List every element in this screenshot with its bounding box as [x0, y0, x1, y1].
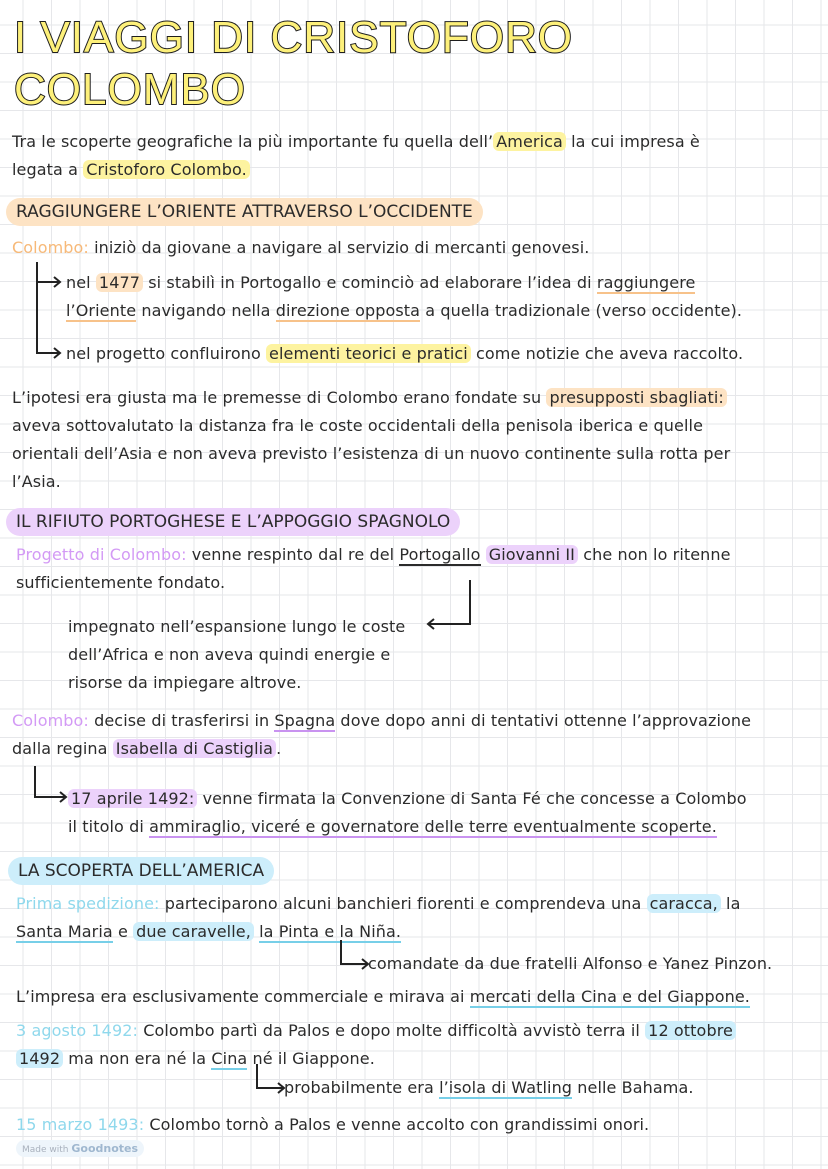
highlight-caravelle: due caravelle,: [133, 922, 254, 941]
s2-paragraph-1-line-1: Progetto di Colombo: venne respinto dal re del Portogallo Giovanni II che non lo ritenne: [16, 545, 731, 564]
highlight-giovanni: Giovanni II: [486, 545, 578, 564]
s3-paragraph-4: 15 marzo 1493: Colombo tornò a Palos e venne accolto con grandissimi onori.: [16, 1115, 650, 1134]
intro-line-2: legata a Cristoforo Colombo.: [12, 159, 250, 181]
s2-branch-line-1: 17 aprile 1492: venne firmata la Convenzione di Santa Fé che concesse a Colombo: [68, 788, 747, 810]
title-line-1: I VIAGGI DI CRISTOFORO: [14, 13, 574, 62]
s1-branch-1-line-1: nel 1477 si stabilì in Portogallo e cominciò ad elaborare l’idea di raggiungere: [66, 273, 696, 292]
label-prima-spedizione: Prima spedizione:: [16, 894, 160, 913]
highlight-1477: 1477: [96, 273, 143, 292]
s2-paragraph-2-line-2: dalla regina Isabella di Castiglia .: [12, 739, 282, 758]
s1-branch-1-line-2: l’Oriente navigando nella direzione opposta a quella tradizionale (verso occidente).: [66, 301, 743, 320]
highlight-america: America: [493, 132, 566, 151]
s2-note-line-1: impegnato nell’espansione lungo le coste: [68, 617, 406, 636]
s1-paragraph-2-line-4: l’Asia.: [12, 472, 61, 491]
highlight-colombo: Cristoforo Colombo.: [83, 160, 250, 179]
s1-paragraph-2-line-3: orientali dell’Asia e non aveva previsto l’esistenza di un nuovo continente sulla rotta per: [12, 444, 731, 463]
highlight-isabella: Isabella di Castiglia: [113, 739, 276, 758]
section-heading-3: LA SCOPERTA DELL’AMERICA: [8, 857, 274, 885]
highlight-presupposti: presupposti sbagliati:: [546, 388, 726, 407]
s3-branch-2: probabilmente era l’isola di Watling nelle Bahama.: [284, 1078, 694, 1097]
s2-branch-line-2: il titolo di ammiraglio, viceré e governatore delle terre eventualmente scoperte.: [68, 817, 717, 836]
arrow-icon: [36, 276, 66, 366]
highlight-caracca: caracca,: [647, 894, 721, 913]
highlight-elementi: elementi teorici e pratici: [266, 344, 471, 363]
s2-note-line-2: dell’Africa e non aveva quindi energie e: [68, 645, 391, 664]
s3-paragraph-1-line-2: Santa Maria e due caravelle, la Pinta e la Niña.: [16, 922, 402, 941]
highlight-1492: 1492: [16, 1049, 63, 1068]
s3-paragraph-3-line-2: 1492 ma non era né la Cina né il Giappone.: [16, 1048, 375, 1070]
label-colombo: Colombo:: [12, 238, 89, 257]
s2-paragraph-2-line-1: Colombo: decise di trasferirsi in Spagna dove dopo anni di tentativi ottenne l’approvazione: [12, 711, 752, 730]
section-heading-1: RAGGIUNGERE L’ORIENTE ATTRAVERSO L’OCCIDENTE: [6, 198, 483, 226]
s1-paragraph-1: Colombo: iniziò da giovane a navigare al servizio di mercanti genovesi.: [12, 238, 590, 257]
label-15-marzo: 15 marzo 1493:: [16, 1115, 145, 1134]
arrow-icon-2: [32, 766, 72, 810]
s2-paragraph-1-line-2: sufficientemente fondato.: [16, 573, 226, 592]
s2-note-line-3: risorse da impiegare altrove.: [68, 673, 302, 692]
section-heading-2: IL RIFIUTO PORTOGHESE E L’APPOGGIO SPAGNOLO: [6, 508, 460, 536]
s1-paragraph-2-line-2: aveva sottovalutato la distanza fra le coste occidentali della penisola iberica e quelle: [12, 416, 704, 435]
arrow-left-icon: [420, 578, 476, 634]
label-3-agosto: 3 agosto 1492:: [16, 1021, 139, 1040]
s3-paragraph-3-line-1: 3 agosto 1492: Colombo partì da Palos e dopo molte difficoltà avvistò terra il 12 ottobre: [16, 1020, 736, 1042]
goodnotes-badge: Made with Goodnotes: [16, 1140, 144, 1157]
intro-line-1: Tra le scoperte geografiche la più importante fu quella dell’ America la cui impresa è: [12, 132, 700, 151]
s1-branch-2: nel progetto confluirono elementi teorici e pratici come notizie che aveva raccolto.: [66, 344, 744, 363]
highlight-17-aprile: 17 aprile 1492:: [68, 789, 197, 808]
s1-paragraph-2-line-1: L’ipotesi era giusta ma le premesse di Colombo erano fondate su presupposti sbagliati:: [12, 387, 727, 409]
s3-paragraph-2: L’impresa era esclusivamente commerciale e mirava ai mercati della Cina e del Giappone.: [16, 987, 750, 1006]
label-colombo-2: Colombo:: [12, 711, 89, 730]
title-line-2: COLOMBO: [14, 65, 246, 114]
s3-branch-1: comandate da due fratelli Alfonso e Yanez Pinzon.: [368, 954, 773, 973]
s3-paragraph-1-line-1: Prima spedizione: parteciparono alcuni banchieri fiorenti e comprendeva una caracca, la: [16, 894, 741, 913]
highlight-12-ottobre: 12 ottobre: [645, 1021, 736, 1040]
label-progetto: Progetto di Colombo:: [16, 545, 187, 564]
